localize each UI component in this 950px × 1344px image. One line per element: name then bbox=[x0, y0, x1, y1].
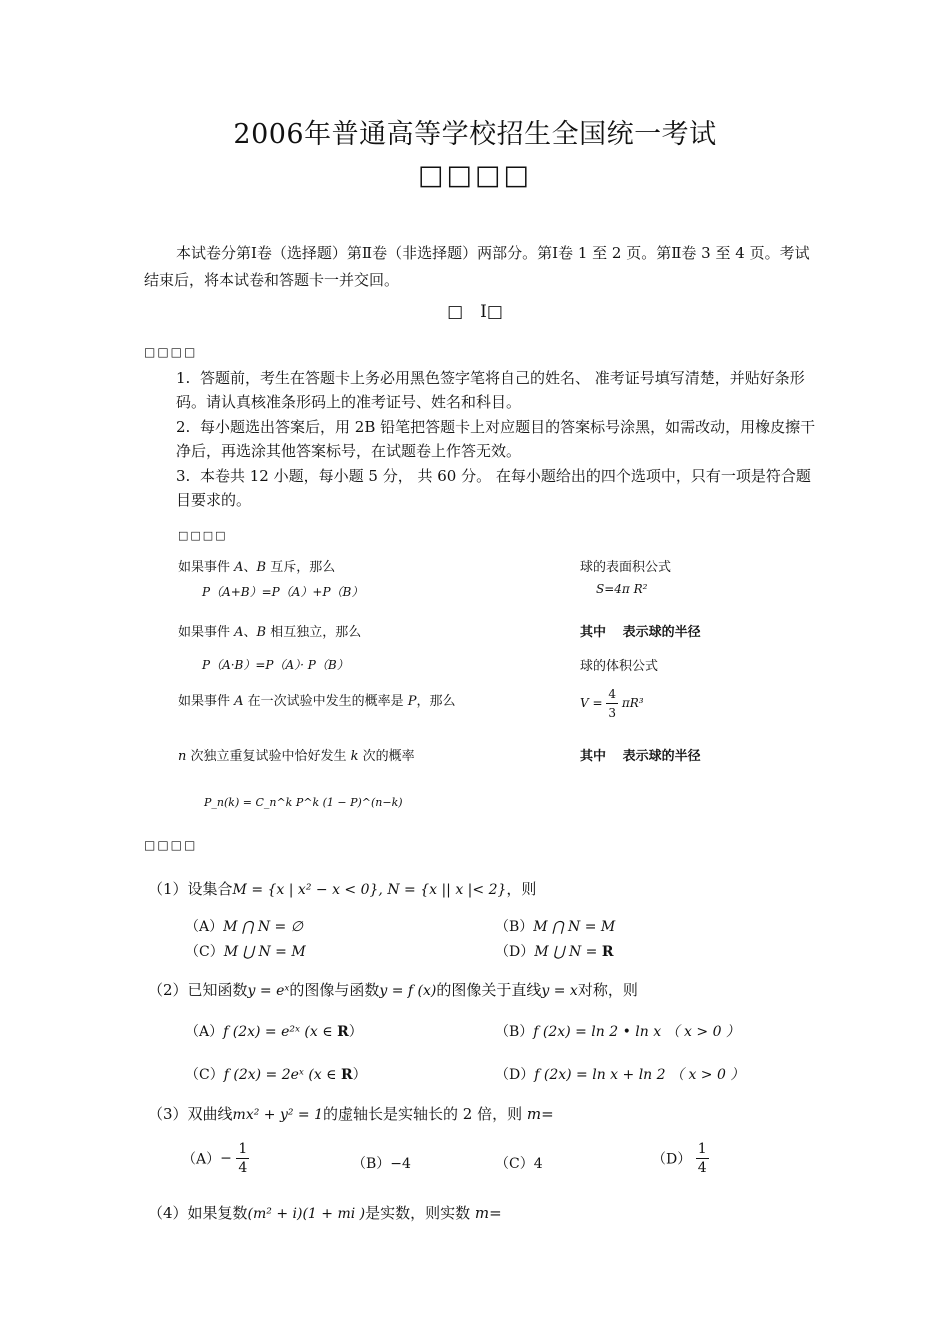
text: = bbox=[489, 1204, 502, 1222]
intro-paragraph: 本试卷分第Ⅰ卷（选择题）第Ⅱ卷（非选择题）两部分。第Ⅰ卷 1 至 2 页。第Ⅱ卷 3 至 4 页。考试结束后，将本试卷和答题卡一并交回。 bbox=[144, 244, 810, 289]
text: 次独立重复试验中恰好发生 bbox=[186, 749, 351, 764]
text: 次的概率 bbox=[358, 749, 415, 764]
text: = bbox=[541, 1105, 554, 1123]
math-expression: f (2x) = 2eˣ (x ∈ bbox=[223, 1067, 341, 1083]
formula-mutually-exclusive bbox=[178, 556, 335, 575]
formula-sphere-volume-label: 球的体积公式 bbox=[580, 659, 659, 674]
formula-sphere-volume bbox=[580, 685, 644, 722]
volume-heading: □ Ⅰ□ bbox=[447, 302, 503, 322]
label: （C） bbox=[185, 944, 224, 960]
var-n: n bbox=[178, 749, 187, 764]
var-b: B bbox=[256, 560, 267, 575]
section-heading: □□□□ bbox=[144, 838, 198, 852]
label: （B） bbox=[495, 1024, 534, 1040]
label: （D） bbox=[495, 1067, 535, 1083]
label: （C） bbox=[185, 1067, 224, 1083]
var-a: A bbox=[234, 694, 244, 709]
text: ） bbox=[348, 1024, 363, 1040]
text: （4）如果复数 bbox=[148, 1204, 248, 1222]
math-expression: M ⋃ N = M bbox=[223, 944, 306, 960]
note-number: 3. bbox=[176, 467, 191, 485]
math-expression: y = eˣ bbox=[247, 983, 290, 999]
math-expression: M = {x | x² − x < 0}, N = {x || x |< 2} bbox=[232, 882, 507, 898]
math-expression: M ⋃ N = bbox=[534, 944, 602, 960]
text: （3）双曲线 bbox=[148, 1105, 233, 1123]
formula-single-trial bbox=[178, 690, 456, 709]
bold-r: R bbox=[601, 944, 614, 960]
var-p: P bbox=[407, 694, 417, 709]
text: 互斥，那么 bbox=[266, 560, 336, 575]
text: 的图像与函数 bbox=[289, 981, 380, 999]
bold-r: R bbox=[337, 1024, 349, 1040]
question-2-option-c bbox=[185, 1064, 367, 1084]
question-1-option-d bbox=[495, 941, 613, 961]
text: ，那么 bbox=[416, 694, 456, 709]
formula-sphere-area-label: 球的表面积公式 bbox=[580, 560, 672, 575]
fraction bbox=[696, 1140, 709, 1177]
question-1-option-b bbox=[495, 916, 615, 936]
text: ，则 bbox=[506, 880, 537, 898]
fraction bbox=[606, 685, 618, 722]
math-expression: f (2x) = ln x + ln 2 bbox=[534, 1067, 666, 1083]
question-3 bbox=[148, 1103, 554, 1124]
formula-sphere-area: S=4π R² bbox=[596, 582, 648, 596]
text: 如果事件 bbox=[178, 694, 235, 709]
text: 对称，则 bbox=[577, 981, 638, 999]
note-item-3 bbox=[176, 464, 816, 512]
formula-heading: □□□□ bbox=[178, 529, 228, 542]
note-text: 本卷共 12 小题，每小题 5 分， 共 60 分。 在每小题给出的四个选项中，只有一项是符合题目要求的。 bbox=[176, 467, 811, 509]
text: 如果事件 bbox=[178, 560, 235, 575]
text: 在一次试验中发生的概率是 bbox=[243, 694, 408, 709]
bold-r: R bbox=[340, 1067, 353, 1083]
var-b: B bbox=[256, 625, 267, 640]
exam-title: 2006年普通高等学校招生全国统一考试 bbox=[233, 119, 717, 150]
text: 、 bbox=[243, 625, 257, 640]
var-m: m bbox=[526, 1105, 542, 1123]
exam-subtitle: □□□□ bbox=[417, 160, 533, 191]
note-text: 每小题选出答案后，用 2B 铅笔把答题卡上对应题目的答案标号涂黑，如需改动，用橡皮擦干净后，再选涂其他答案标号，在试题卷上作答无效。 bbox=[176, 418, 816, 460]
text: 如果事件 bbox=[178, 625, 235, 640]
question-3-option-c: （C）4 bbox=[495, 1156, 543, 1172]
var-a: A bbox=[234, 625, 244, 640]
text: ） bbox=[352, 1067, 367, 1083]
question-2-option-d bbox=[495, 1064, 744, 1084]
text: 的图像关于直线 bbox=[436, 981, 542, 999]
question-2-option-a bbox=[185, 1021, 363, 1041]
text: （2）已知函数 bbox=[148, 981, 248, 999]
question-1-option-c bbox=[185, 941, 306, 961]
text: 的虚轴长是实轴长的 2 倍，则 bbox=[323, 1105, 527, 1123]
question-2-option-b bbox=[495, 1021, 740, 1041]
denominator: 4 bbox=[697, 1160, 707, 1176]
label: （A） bbox=[185, 1024, 224, 1040]
math-expression: y = x bbox=[541, 983, 578, 999]
math-expression: f (2x) = e²ˣ (x ∈ bbox=[223, 1024, 338, 1040]
math-expression: f (2x) = ln 2 • ln x bbox=[533, 1024, 662, 1040]
note-number: 1. bbox=[176, 369, 191, 387]
formula-addition-rule: P（A+B）=P（A）+P（B） bbox=[202, 585, 364, 599]
numerator: 1 bbox=[238, 1141, 248, 1157]
question-3-option-d bbox=[652, 1140, 709, 1177]
text: πR³ bbox=[621, 696, 644, 710]
label: （D） bbox=[495, 944, 535, 960]
fraction bbox=[236, 1140, 249, 1177]
formula-binomial: P_n(k) = C_n^k P^k (1 − P)^(n−k) bbox=[204, 796, 403, 809]
note-text: 答题前，考生在答题卡上务必用黑色签字笔将自己的姓名、 准考证号填写清楚，并贴好条形码。请认真核准条形码上的准考证号、姓名和科目。 bbox=[176, 369, 805, 411]
text: 相互独立，那么 bbox=[266, 625, 362, 640]
formula-repeated-trials bbox=[178, 745, 415, 764]
sign: − bbox=[220, 1150, 232, 1167]
math-expression: M ⋂ N = M bbox=[533, 919, 616, 935]
text: V = bbox=[580, 696, 603, 710]
text: 是实数，则实数 bbox=[365, 1204, 475, 1222]
question-3-option-b: （B）−4 bbox=[352, 1156, 411, 1172]
numerator: 4 bbox=[606, 685, 618, 704]
label: （A） bbox=[185, 919, 224, 935]
formula-radius-note: 其中 表示球的半径 bbox=[580, 748, 701, 763]
condition: （ x > 0 ） bbox=[665, 1024, 740, 1040]
note-number: 2. bbox=[176, 418, 191, 436]
question-3-option-a bbox=[182, 1140, 249, 1177]
var-k: k bbox=[350, 749, 359, 764]
question-4 bbox=[148, 1202, 502, 1223]
denominator: 3 bbox=[608, 706, 617, 720]
math-expression: y = f (x) bbox=[379, 983, 437, 999]
label: （A） bbox=[182, 1151, 221, 1168]
text: （1）设集合 bbox=[148, 880, 233, 898]
question-1-option-a bbox=[185, 916, 303, 936]
question-1 bbox=[148, 878, 536, 899]
numerator: 1 bbox=[697, 1141, 707, 1157]
formula-independent bbox=[178, 621, 361, 640]
notes-heading: □□□□ bbox=[144, 345, 198, 359]
math-expression: mx² + y² = 1 bbox=[232, 1107, 324, 1123]
var-a: A bbox=[234, 560, 244, 575]
text: 、 bbox=[243, 560, 257, 575]
formula-radius-note: 其中 表示球的半径 bbox=[580, 624, 701, 639]
formula-multiplication-rule: P（A·B）=P（A）· P（B） bbox=[202, 658, 349, 672]
note-item-1 bbox=[176, 366, 816, 414]
question-2 bbox=[148, 979, 638, 1000]
condition: （ x > 0 ） bbox=[670, 1067, 745, 1083]
math-expression: (m² + i)(1 + mi ) bbox=[247, 1206, 366, 1222]
denominator: 4 bbox=[238, 1160, 248, 1176]
note-item-2 bbox=[176, 415, 816, 463]
label: （D） bbox=[652, 1151, 692, 1168]
var-m: m bbox=[474, 1204, 490, 1222]
math-expression: M ⋂ N = ∅ bbox=[223, 919, 303, 935]
label: （B） bbox=[495, 919, 534, 935]
